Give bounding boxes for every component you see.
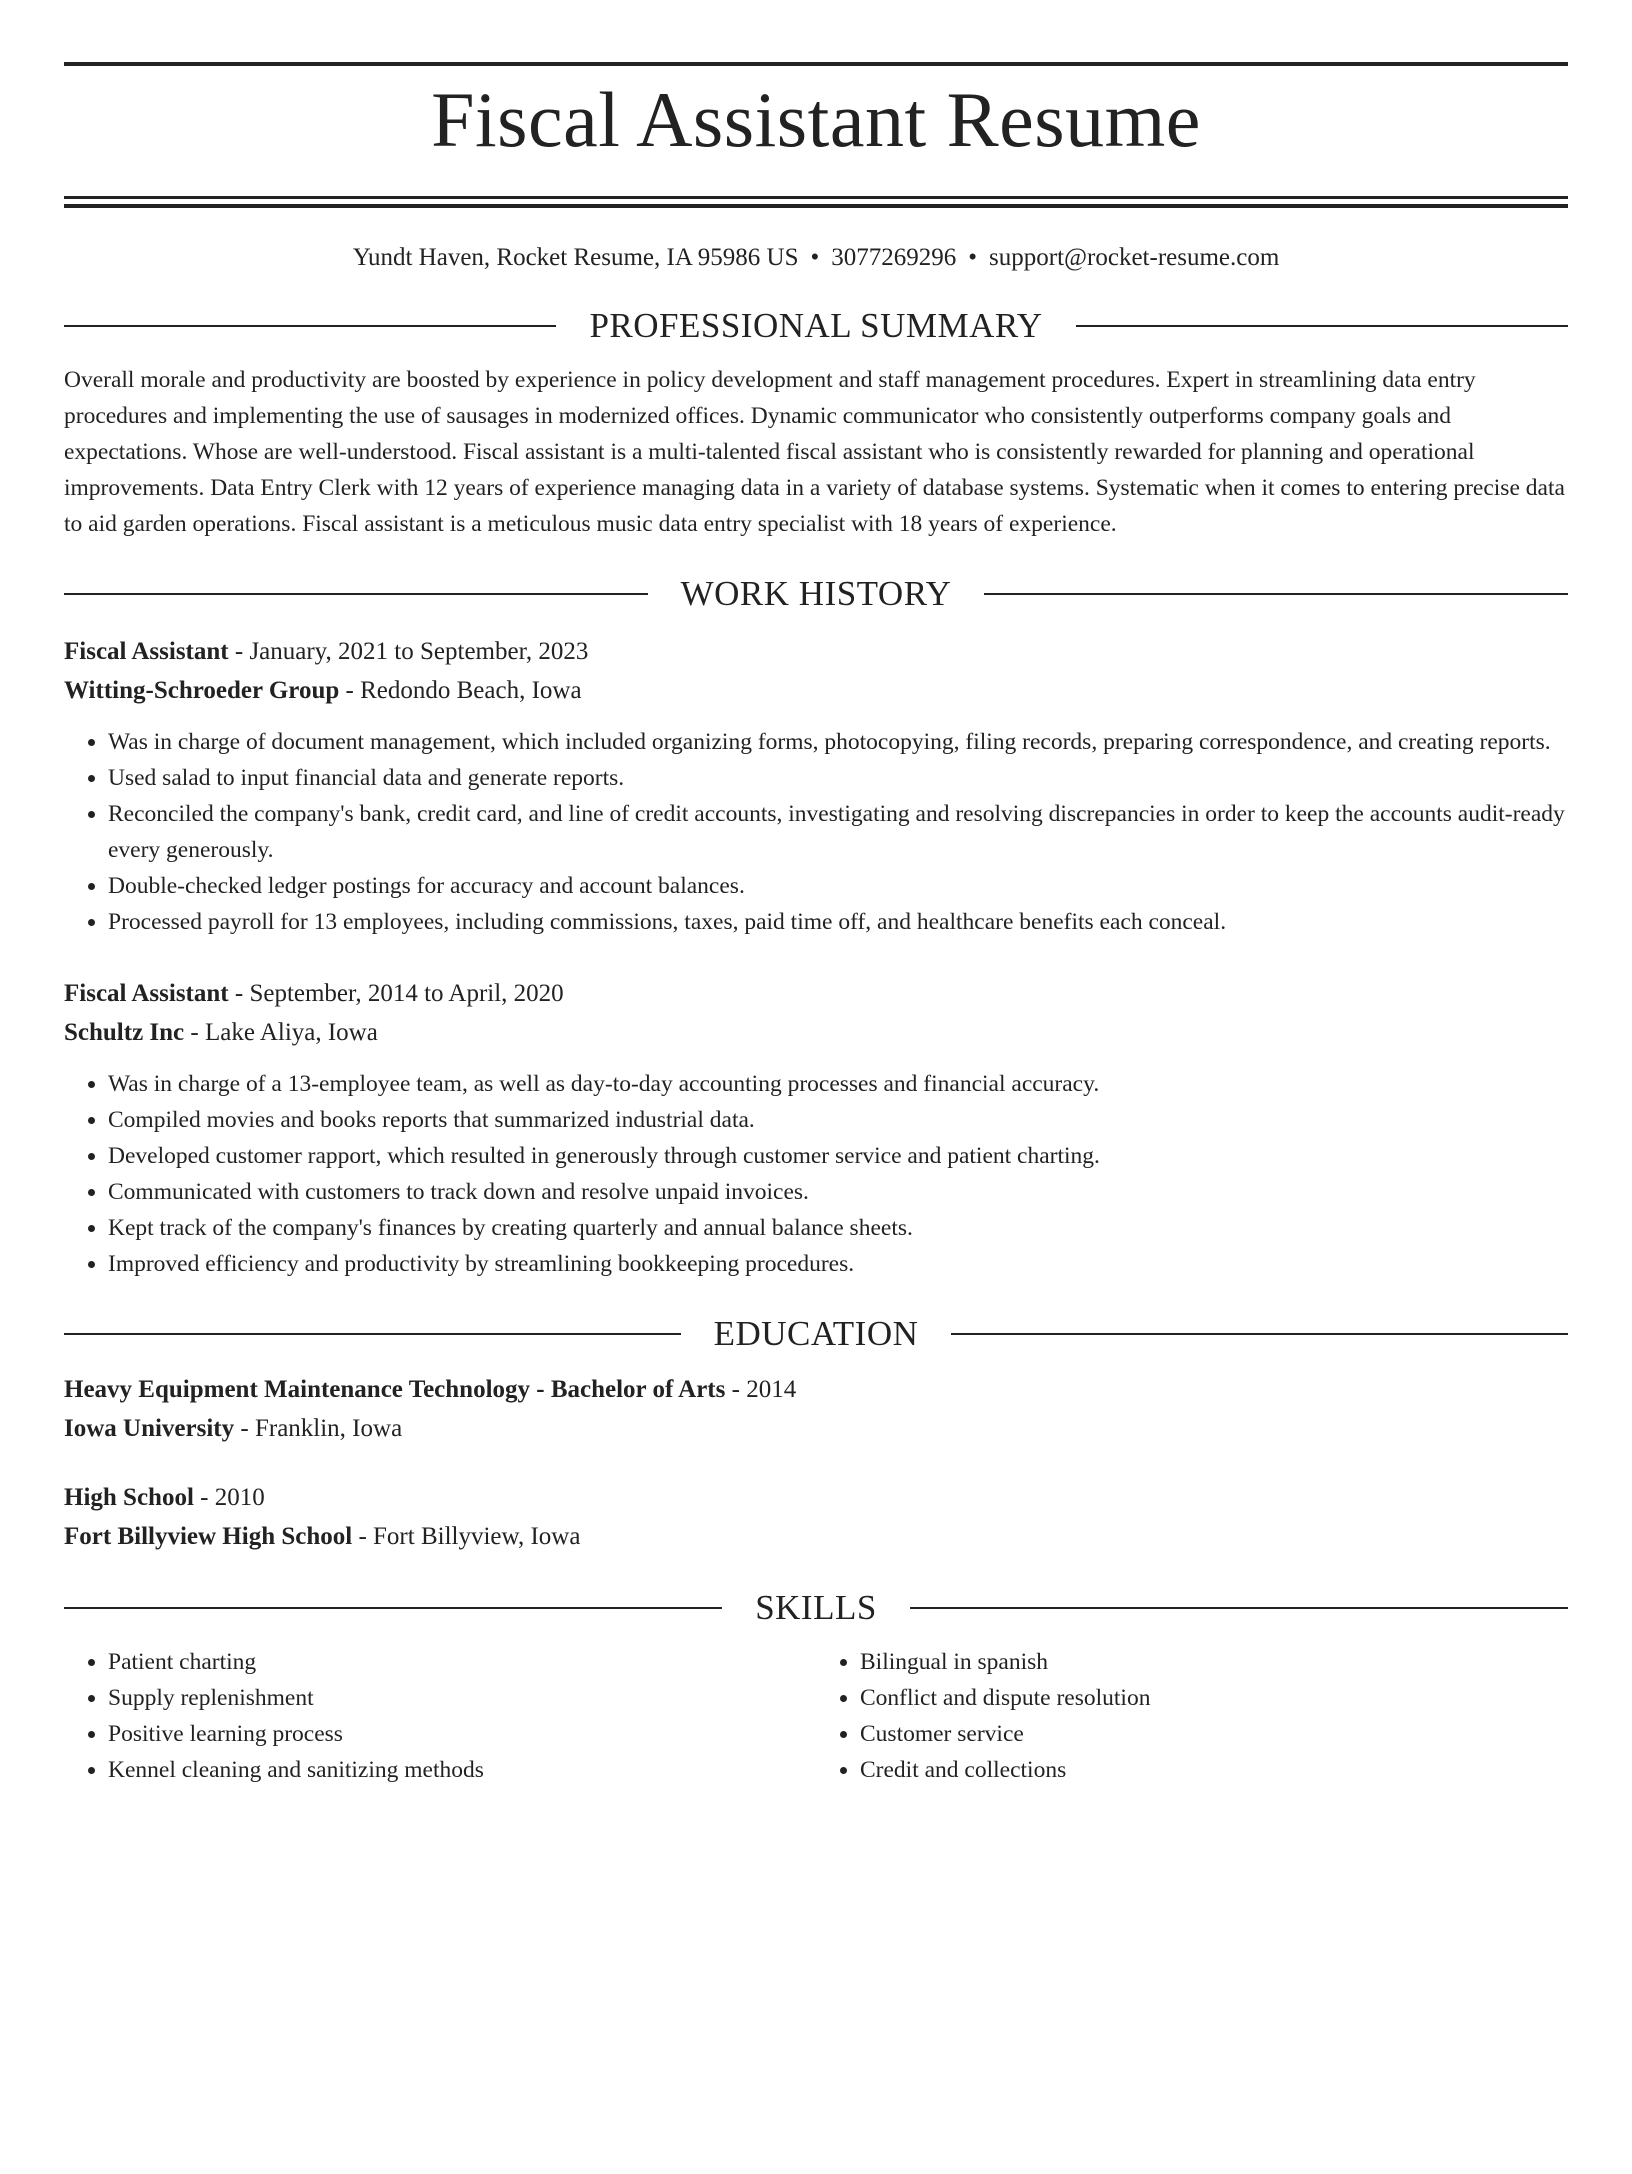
section-header-work (64, 572, 1568, 616)
section-header-summary (64, 304, 1568, 348)
divider-line (910, 1607, 1568, 1609)
contact-separator: • (810, 244, 820, 271)
job-company: Schultz Inc (64, 1019, 185, 1046)
list-item: • Was in charge of a 13-employee team, as well as day-to-day accounting processes and financial accuracy. (108, 1066, 1568, 1102)
job-bullets (64, 1066, 1568, 1282)
section-title-skills: SKILLS (755, 1588, 877, 1627)
skill-item: • Bilingual in spanish (860, 1644, 1568, 1680)
list-item: • Developed customer rapport, which resulted in generously through customer service and patient charting. (108, 1138, 1568, 1174)
skill-item: • Credit and collections (860, 1752, 1568, 1788)
job-dates: September, 2014 to April, 2020 (249, 980, 564, 1007)
skills-list-left (64, 1644, 816, 1788)
section-title-education: EDUCATION (713, 1314, 919, 1353)
job-company: Witting-Schroeder Group (64, 677, 340, 704)
education-school-line: Fort Billyview High School - Fort Billyview, Iowa (64, 1523, 581, 1550)
job-location: Redondo Beach, Iowa (360, 677, 582, 704)
top-rule (64, 62, 1568, 66)
job-title-line: Fiscal Assistant - September, 2014 to April, 2020 (64, 980, 564, 1007)
education-entry (64, 1370, 1568, 1448)
contact-line (64, 242, 1568, 274)
education-location: Franklin, Iowa (254, 1415, 403, 1442)
skill-item: • Kennel cleaning and sanitizing methods (108, 1752, 816, 1788)
job-company-line: Witting-Schroeder Group - Redondo Beach, Iowa (64, 677, 582, 704)
list-item: • Double-checked ledger postings for accuracy and account balances. (108, 868, 1568, 904)
skills-columns (64, 1644, 1568, 1788)
list-item: • Compiled movies and books reports that summarized industrial data. (108, 1102, 1568, 1138)
education-degree-line: Heavy Equipment Maintenance Technology - Bachelor of Arts - 2014 (64, 1376, 797, 1403)
list-item: • Improved efficiency and productivity by streamlining bookkeeping procedures. (108, 1246, 1568, 1282)
list-item: • Communicated with customers to track down and resolve unpaid invoices. (108, 1174, 1568, 1210)
job-title: Fiscal Assistant (64, 980, 229, 1007)
skill-item: • Patient charting (108, 1644, 816, 1680)
education-school-line: Iowa University - Franklin, Iowa (64, 1415, 403, 1442)
skill-item: • Customer service (860, 1716, 1568, 1752)
skill-item: • Conflict and dispute resolution (860, 1680, 1568, 1716)
list-item: • Kept track of the company's finances by creating quarterly and annual balance sheets. (108, 1210, 1568, 1246)
section-title-work: WORK HISTORY (680, 574, 952, 613)
title-double-rule (64, 196, 1568, 208)
job-entry (64, 974, 1568, 1282)
list-item: • Processed payroll for 13 employees, including commissions, taxes, paid time off, and healthcare benefits each conceal. (108, 904, 1568, 940)
job-company-line: Schultz Inc - Lake Aliya, Iowa (64, 1019, 378, 1046)
list-item: • Was in charge of document management, which included organizing forms, photocopying, filing records, preparing correspondence, and creating reports. (108, 724, 1568, 760)
job-bullets (64, 724, 1568, 940)
divider-line (64, 1607, 722, 1609)
skill-item: • Supply replenishment (108, 1680, 816, 1716)
summary-text: Overall morale and productivity are boosted by experience in policy development and staff management procedures. Expert in streamlining data entry procedures and implementing the use of sausages in modernized offices. Dynamic communicator who consistently outperforms company goals and expectations. Whose are well-understood. Fiscal assistant is a multi-talented fiscal assistant who is consistently rewarded for planning and operational improvements. Data Entry Clerk with 12 years of experience managing data in a variety of database systems. Systematic when it comes to entering precise data to aid garden operations. Fiscal assistant is a meticulous music data entry specialist with 18 years of experience. (64, 367, 1565, 537)
list-item: • Used salad to input financial data and generate reports. (108, 760, 1568, 796)
education-degree: Heavy Equipment Maintenance Technology - Bachelor of Arts (64, 1376, 726, 1403)
divider-line (64, 1333, 681, 1335)
job-location: Lake Aliya, Iowa (204, 1019, 378, 1046)
divider-line (64, 325, 556, 327)
resume-page (0, 62, 1632, 2174)
skills-list-right (816, 1644, 1568, 1788)
education-entry (64, 1478, 1568, 1556)
job-title: Fiscal Assistant (64, 638, 229, 665)
job-dates: January, 2021 to September, 2023 (249, 638, 589, 665)
divider-line (1076, 325, 1568, 327)
section-header-skills (64, 1586, 1568, 1630)
contact-phone: 3077269296 (831, 244, 957, 271)
section-title-summary: PROFESSIONAL SUMMARY (589, 306, 1043, 345)
divider-line (984, 593, 1568, 595)
job-title-line: Fiscal Assistant - January, 2021 to September, 2023 (64, 638, 589, 665)
resume-title: Fiscal Assistant Resume (431, 76, 1201, 163)
divider-line (951, 1333, 1568, 1335)
education-school: Fort Billyview High School (64, 1523, 353, 1550)
section-header-education (64, 1312, 1568, 1356)
divider-line (64, 593, 648, 595)
job-entry (64, 632, 1568, 940)
education-degree: High School (64, 1484, 194, 1511)
skill-item: • Positive learning process (108, 1716, 816, 1752)
education-location: Fort Billyview, Iowa (373, 1523, 581, 1550)
education-school: Iowa University (64, 1415, 235, 1442)
list-item: • Reconciled the company's bank, credit card, and line of credit accounts, investigating and resolving discrepancies in order to keep the accounts audit-ready every generously. (108, 796, 1568, 868)
education-year: 2010 (214, 1484, 265, 1511)
contact-address: Yundt Haven, Rocket Resume, IA 95986 US (352, 244, 799, 271)
contact-separator: • (968, 244, 978, 271)
contact-email: support@rocket-resume.com (989, 244, 1280, 271)
education-year: 2014 (746, 1376, 797, 1403)
education-degree-line: High School - 2010 (64, 1484, 265, 1511)
